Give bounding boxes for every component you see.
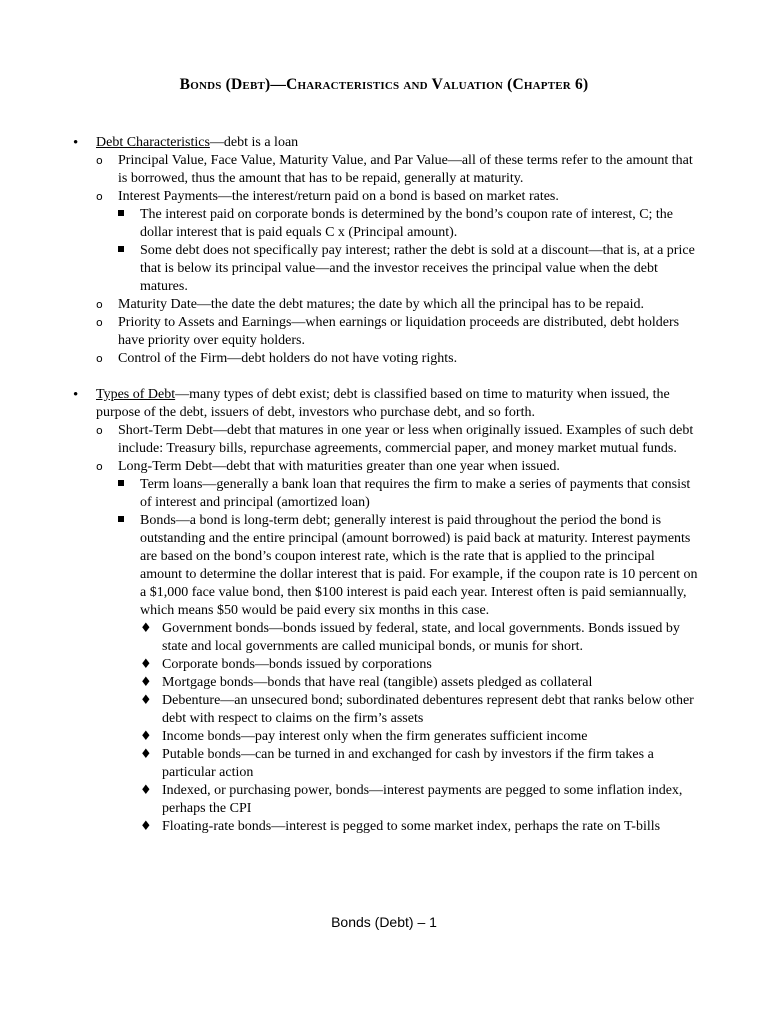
- list-item-text: Maturity Date—the date the debt matures; the date by which all the principal has to be repaid.: [118, 297, 644, 312]
- list-item-text: Control of the Firm—debt holders do not have voting rights.: [118, 351, 458, 366]
- diamond-marker: ♦: [140, 693, 152, 708]
- list-item: [0, 818, 768, 836]
- circle-marker: o: [96, 424, 103, 437]
- page-title: Bonds (Debt)—Characteristics and Valuation (Chapter 6): [179, 76, 589, 93]
- list-item: [0, 350, 768, 368]
- section-heading: Debt Characteristics: [96, 135, 210, 150]
- list-item: [0, 206, 768, 242]
- diamond-marker: ♦: [140, 747, 152, 762]
- list-item-text: Indexed, or purchasing power, bonds—interest payments are pegged to some inflation index, perhaps the CPI: [162, 783, 683, 816]
- document-body: [0, 134, 768, 836]
- square-bullet-icon: [118, 246, 124, 252]
- section-types-of-debt: [0, 386, 768, 422]
- list-item-text: The interest paid on corporate bonds is determined by the bond’s coupon rate of interest, C; the dollar interest that is paid equals C x (Principal amount).: [140, 207, 674, 240]
- list-item: [0, 314, 768, 350]
- section-debt-characteristics: [0, 134, 768, 152]
- diamond-marker: ♦: [140, 657, 152, 672]
- list-item-text: Corporate bonds—bonds issued by corporations: [162, 657, 432, 672]
- diamond-marker: ♦: [140, 729, 152, 744]
- list-item: [0, 728, 768, 746]
- list-item-text: Short-Term Debt—debt that matures in one year or less when originally issued. Examples of such debt include: Treasury bills, repurchase agreements, commercial paper, and money market mutual funds.: [118, 423, 694, 456]
- list-item: [0, 152, 768, 188]
- list-item-text: Government bonds—bonds issued by federal, state, and local governments. Bonds issued by state and local governments are called municipal bonds, or munis for short.: [162, 621, 680, 654]
- list-item: [0, 674, 768, 692]
- list-item-text: Putable bonds—can be turned in and exchanged for cash by investors if the firm takes a particular action: [162, 747, 654, 780]
- list-item-text: Long-Term Debt—debt that with maturities greater than one year when issued.: [118, 459, 560, 474]
- list-item: [0, 458, 768, 476]
- bullet-marker: •: [73, 387, 79, 403]
- list-item-text: Bonds—a bond is long-term debt; generally interest is paid throughout the period the bond is outstanding and the entire principal (amount borrowed) is paid back at maturity. Interest payments are based on the bond’s coupon interest rate, which is the rate that is applied to the principal amount to determine the dollar interest that is paid. For example, if the coupon rate is 10 percent on a $1,000 face value bond, then $100 interest is paid each year. Interest often is paid semiannually, which means $50 would be paid every six months in this case.: [140, 513, 698, 618]
- list-item: [0, 746, 768, 782]
- section-heading-rest: —debt is a loan: [209, 135, 299, 150]
- list-item-text: Some debt does not specifically pay interest; rather the debt is sold at a discount—that is, at a price that is below its principal value—and the investor receives the principal value when the debt matures.: [140, 243, 695, 294]
- diamond-marker: ♦: [140, 819, 152, 834]
- section-heading: Types of Debt: [96, 387, 176, 402]
- list-item: [0, 296, 768, 314]
- list-item: [0, 422, 768, 458]
- circle-marker: o: [96, 298, 103, 311]
- list-item: [0, 242, 768, 296]
- list-item-text: Principal Value, Face Value, Maturity Value, and Par Value—all of these terms refer to the amount that is borrowed, thus the amount that has to be repaid, generally at maturity.: [118, 153, 693, 186]
- list-item: [0, 692, 768, 728]
- circle-marker: o: [96, 460, 103, 473]
- circle-marker: o: [96, 190, 103, 203]
- circle-marker: o: [96, 316, 103, 329]
- list-item-text: Term loans—generally a bank loan that requires the firm to make a series of payments that consist of interest and principal (amortized loan): [140, 477, 691, 510]
- list-item-text: Mortgage bonds—bonds that have real (tangible) assets pledged as collateral: [162, 675, 593, 690]
- circle-marker: o: [96, 352, 103, 365]
- list-item-text: Debenture—an unsecured bond; subordinated debentures represent debt that ranks below other debt with respect to claims on the firm’s assets: [162, 693, 694, 726]
- list-item-text: Floating-rate bonds—interest is pegged to some market index, perhaps the rate on T-bills: [162, 819, 661, 834]
- page-footer: Bonds (Debt) – 1: [331, 914, 437, 930]
- section-spacer: [0, 368, 768, 386]
- list-item: [0, 620, 768, 656]
- bullet-marker: •: [73, 135, 79, 151]
- list-item: [0, 512, 768, 620]
- list-item: [0, 656, 768, 674]
- section-heading-rest: —many types of debt exist; debt is classified based on time to maturity when issued, the purpose of the debt, issuers of debt, investors who purchase debt, and so forth.: [96, 387, 670, 420]
- square-bullet-icon: [118, 516, 124, 522]
- list-item: [0, 476, 768, 512]
- circle-marker: o: [96, 154, 103, 167]
- square-bullet-icon: [118, 480, 124, 486]
- list-item: [0, 782, 768, 818]
- list-item-text: Priority to Assets and Earnings—when earnings or liquidation proceeds are distributed, debt holders have priority over equity holders.: [118, 315, 680, 348]
- list-item-text: Interest Payments—the interest/return paid on a bond is based on market rates.: [118, 189, 559, 204]
- diamond-marker: ♦: [140, 621, 152, 636]
- square-bullet-icon: [118, 210, 124, 216]
- diamond-marker: ♦: [140, 783, 152, 798]
- list-item-text: Income bonds—pay interest only when the firm generates sufficient income: [162, 729, 588, 744]
- list-item: [0, 188, 768, 206]
- diamond-marker: ♦: [140, 675, 152, 690]
